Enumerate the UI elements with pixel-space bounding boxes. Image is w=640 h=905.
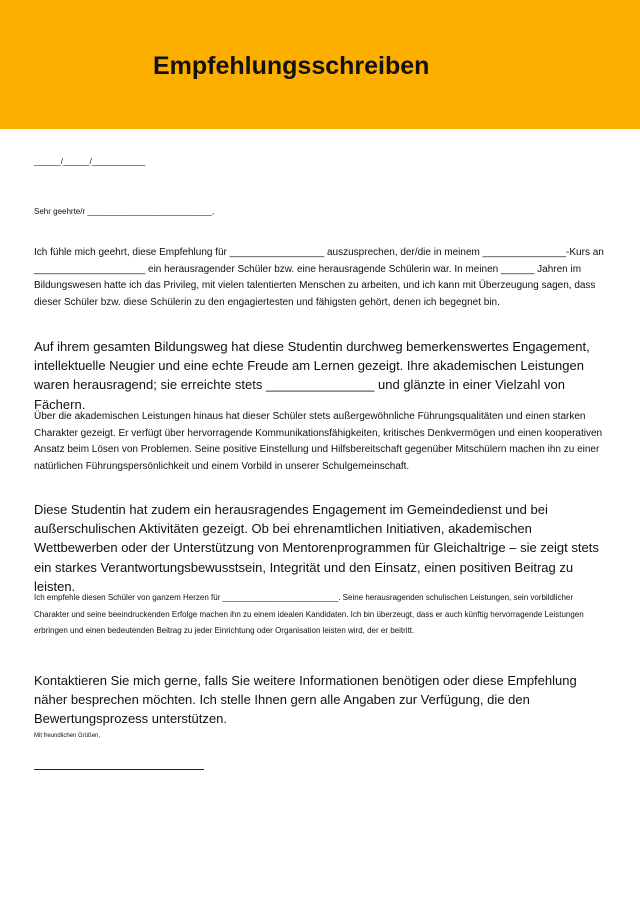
date-line: ______/______/____________: [34, 157, 146, 166]
signature-line: [34, 769, 204, 770]
paragraph-intro: Ich fühle mich geehrt, diese Empfehlung für _________________ auszusprechen, der/die in meinem _______________-Kurs an ____________________ ein herausragender Schüler bzw. eine herausragende Schülerin war. In meinen ______ Jahren im Bildungswesen hatte ich das Privileg, mit vielen talentierten Menschen zu arbeiten, und ich kann mit Überzeugung sagen, dass dieser Schüler bzw. diese Schülerin zu den engagiertesten und fähigsten gehört, denen ich begegnet bin.: [34, 247, 604, 309]
paragraph-community: Diese Studentin hat zudem ein herausragendes Engagement im Gemeindedienst und bei außerschulischen Aktivitäten gezeigt. Ob bei ehrenamtlichen Initiativen, akademischen Wettbewerben oder der Unterstützung von Mentorenprogrammen für Gleichaltrige – sie zeigt stets ein starkes Verantwortungsbewusstsein, Integrität und den Einsatz, einen positiven Beitrag zu leisten.: [34, 502, 599, 594]
page-title: Empfehlungsschreiben: [153, 52, 430, 80]
paragraph-contact: Kontaktieren Sie mich gerne, falls Sie weitere Informationen benötigen oder diese Empfehlung näher besprechen möchten. Ich stelle Ihnen gern alle Angaben zur Verfügung, die den Bewertungsprozess unterstützen.: [34, 673, 577, 727]
paragraph-leadership: Über die akademischen Leistungen hinaus hat dieser Schüler stets außergewöhnliche Führungsqualitäten und einen starken Charakter gezeigt. Er verfügt über hervorragende Kommunikationsfähigkeiten, kritisches Denkvermögen und einen kooperativen Ansatz beim Lösen von Problemen. Seine positive Einstellung und Hilfsbereitschaft gegenüber Mitschülern machen ihn zu einer natürlichen Führungspersönlichkeit und einem Vorbild in unserer Schulgemeinschaft.: [34, 411, 603, 473]
closing: Mit freundlichen Grüßen,: [34, 733, 101, 739]
paragraph-academic: Auf ihrem gesamten Bildungsweg hat diese Studentin durchweg bemerkenswertes Engagement, intellektuelle Neugier und eine echte Freude am Lernen gezeigt. Ihre akademischen Leistungen waren herausragend; sie erreichte stets _______________ und glänzte in einer Vielzahl von Fächern.: [34, 339, 590, 412]
paragraph-recommendation: Ich empfehle diesen Schüler von ganzem Herzen für __________________________. Seine herausragenden schulischen Leistungen, sein vorbildlicher Charakter und seine beeindruckenden Erfolge machen ihn zu einem idealen Kandidaten. Ich bin überzeugt, dass er auch künftig hervorragende Leistungen erbringen und einen bedeutenden Beitrag zu jeder Einrichtung oder Organisation leisten wird, der er beitritt.: [34, 593, 584, 635]
salutation: Sehr geehrte/r ____________________________,: [34, 207, 215, 216]
